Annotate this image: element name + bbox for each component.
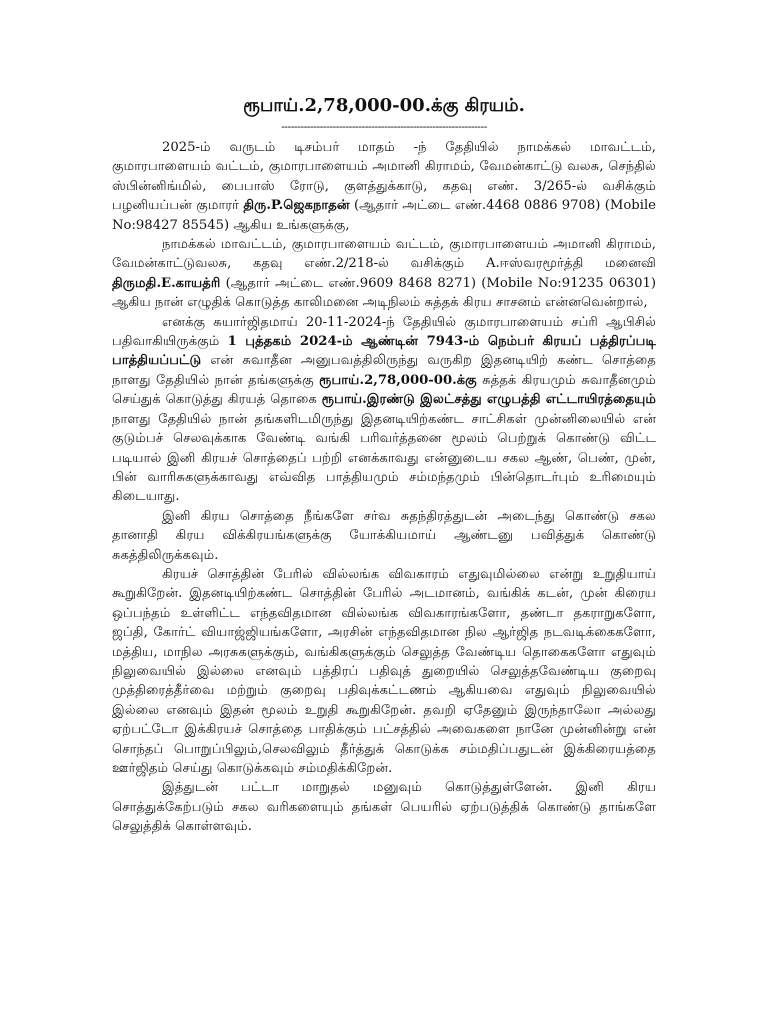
bold-text: திருமதி.E.காயத்ரி: [112, 275, 221, 291]
title-separator: ----------------------------------------------------------------: [281, 120, 487, 133]
paragraph-text: இத்துடன் பட்டா மாறுதல் மனுவும் கொடுத்துள்ளேன். இனி கிரய சொத்துக்கேற்படும் சகல வரிகளையும் தங்கள் பெயரில் ஏற்படுத்திக் கொண்டு தாங்களே செலுத்திக் கொள்ளவும்.: [112, 780, 656, 835]
bold-text: திரு.P.ஜெகநாதன்: [243, 198, 350, 214]
paragraph-text: என் சுவாதீன அனுபவத்திலிருந்து வருகிற இதனடியிற் கண்ட சொத்தை நாளது தேதியில் நான் தங்களுக்கு: [112, 353, 656, 388]
paragraph: [112, 565, 656, 778]
paragraph-text: நாளது தேதியில் நான் தங்களிடமிருந்து இதனடியிற்கண்ட சாட்சிகள் முன்னிலையில் என் குடும்பச் செலவுக்காக வேண்டி வங்கி பரிவர்த்தனை மூலம் பெற்றுக் கொண்டு விட்ட படியால் இனி கிரயச் சொத்தைப் பற்றி எனக்காவது என்னுடைய சகல ஆண், பெண், முன், பின் வாரிசுகளுக்காவது எவ்வித பாத்தியமும் சம்மந்தமும் பின்தொடர்பும் உரிமையும் கிடையாது.: [112, 411, 656, 505]
paragraph-text: (ஆதார் அட்டை எண்.4468 0886 9708) (Mobile No:98427 85545) ஆகிய உங்களுக்கு,: [112, 198, 656, 233]
paragraph-text: இனி கிரய சொத்தை நீங்களே சர்வ சுதந்திரத்துடன் அடைந்து கொண்டு சகல தானாதி கிரய விக்கிரயங்களுக்கு யோக்கியமாய் ஆண்டனு பவித்துக் கொண்டு சுகத்திலிருக்கவும்.: [112, 508, 656, 563]
paragraph-text: சுத்தக் கிரயமும் சுவாதீனமும் செய்துக் கொடுத்து கிரயத் தொகை: [112, 372, 656, 408]
paragraph: [112, 313, 656, 507]
paragraph-text: (ஆதார் அட்டை எண்.9609 8468 8271) (Mobile No:91235 06301) ஆகிய நான் எழுதிக் கொடுத்த காலிமனை அடிநிலம் சுத்தக் கிரய சாசனம் என்னவென்றால்,: [112, 275, 656, 311]
bold-text: ரூபாய்.இரண்டு இலட்சத்து எழுபத்தி எட்டாயிரத்தையும்: [321, 392, 656, 408]
paragraph-text: 2025-ம் வருடம் டிசம்பர் மாதம் -ந் தேதியில் நாமக்கல் மாவட்டம், குமாரபாளையம் வட்டம், குமாரபாளையம் அமானி கிராமம், வேமன்காட்டு வலசு, செந்தில் ஸ்பின்னிங்மில், பைபாஸ் ரோடு, குளத்துக்காடு, கதவு எண். 3/265-ல் வசிக்கும் பழனியப்பன் குமாரர்: [112, 140, 656, 214]
paragraph-text: நாமக்கல் மாவட்டம், குமாரபாளையம் வட்டம், குமாரபாளையம் அமானி கிராமம், வேமன்காட்டுவலசு, கதவு எண்.2/218-ல் வசிக்கும் A.ஈஸ்வரமூர்த்தி மனைவி: [112, 237, 656, 272]
document-body: [112, 138, 656, 837]
document-title: ரூபாய்.2,78,000-00.க்கு கிரயம்.: [243, 95, 525, 116]
paragraph: [112, 778, 656, 836]
deed-page: [112, 92, 656, 837]
bold-text: ரூபாய்.2,78,000-00.க்கு: [319, 372, 477, 388]
paragraph: [112, 138, 656, 235]
paragraph: [112, 235, 656, 313]
paragraph: [112, 507, 656, 565]
paragraph-text: கிரயச் சொத்தின் பேரில் வில்லங்க விவகாரம் எதுவுமில்லை என்று உறுதியாய் கூறுகிறேன். இதனடியிற்கண்ட சொத்தின் பேரில் அடமானம், வங்கிக் கடன், முன் கிரைய ஒப்பந்தம் உள்ளிட்ட எந்தவிதமான வில்லங்க விவகாரங்களோ, தண்டா தகராறுகளோ, ஜப்தி, கோர்ட் வியாஜ்ஜியங்களோ, அரசின் எந்தவிதமான நில ஆர்ஜித நடவடிக்கைகளோ, மத்திய, மாநில அரசுகளுக்கும், வங்கிகளுக்கும் செலுத்த வேண்டிய தொகைகளோ எதுவும் நிலுவையில் இல்லை எனவும் பத்திரப் பதிவுத் துறையில் செலுத்தவேண்டிய குறைவு முத்திரைத்தீர்வை மற்றும் குறைவு பதிவுக்கட்டணம் ஆகியவை எதுவும் நிலுவையில் இல்லை எனவும் இதன் மூலம் உறுதி கூறுகிறேன். தவறி ஏதேனும் இருந்தாலோ அல்லது ஏற்பட்டோ இக்கிரயச் சொத்தை பாதிக்கும் பட்சத்தில் அவைகளை நானே முன்னின்று என் சொந்தப் பொறுப்பிலும்,செலவிலும் தீர்த்துக் கொடுக்க சம்மதிப்பதுடன் இக்கிரையத்தை ஊர்ஜிதம் செய்து கொடுக்கவும் சம்மதிக்கிறேன்.: [112, 566, 656, 776]
bold-text: 1 புத்தகம் 2024-ம் ஆண்டின் 7943-ம் நெம்பர் கிரயப் பத்திரப்படி பாத்தியப்பட்டு: [112, 334, 656, 369]
paragraph-text: எனக்கு சுயார்ஜிதமாய் 20-11-2024-ந் தேதியில் குமாரபாளையம் சப்ரி ஆபிசில் பதிவாகியிருக்கும்: [112, 314, 656, 350]
